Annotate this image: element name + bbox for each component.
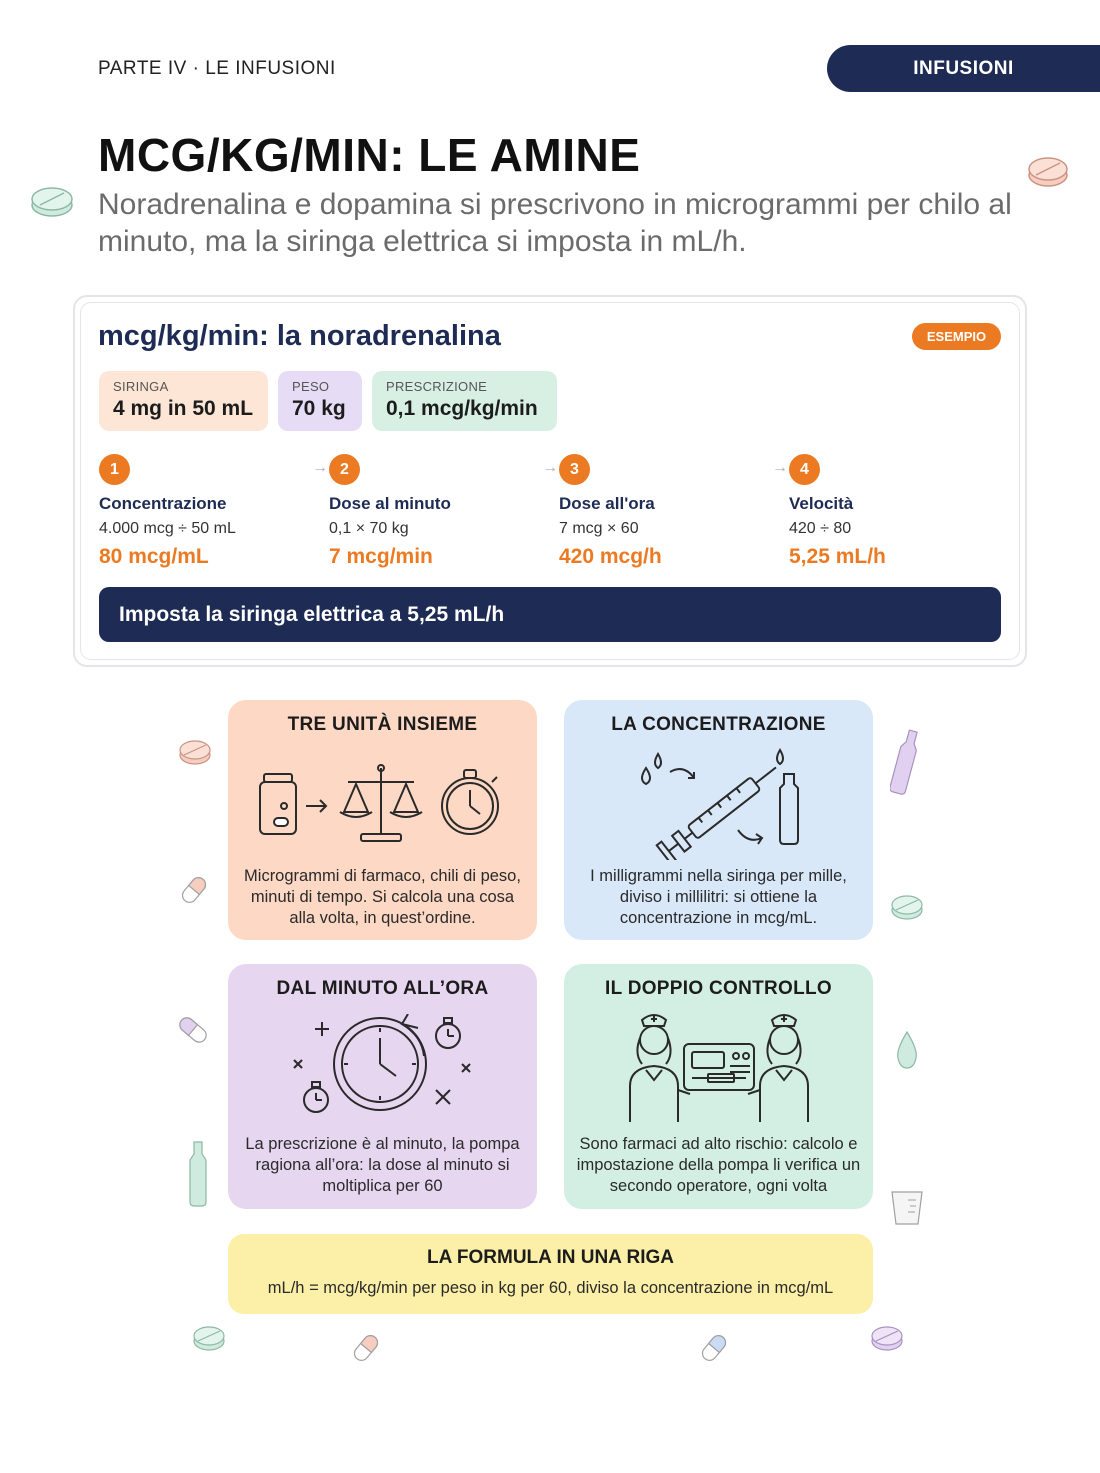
example-result-bar: Imposta la siringa elettrica a 5,25 mL/h bbox=[99, 587, 1001, 642]
section-breadcrumb: PARTE IV · LE INFUSIONI bbox=[98, 58, 336, 79]
pill-icon bbox=[870, 1324, 904, 1352]
param-label: PRESCRIZIONE bbox=[386, 379, 488, 394]
page-title: MCG/KG/MIN: LE AMINE bbox=[98, 129, 641, 181]
param-prescription bbox=[372, 371, 557, 431]
capsule-icon bbox=[348, 1328, 384, 1368]
step-name: Dose al minuto bbox=[329, 494, 451, 513]
ampoule-icon bbox=[890, 728, 920, 796]
card-text: I milligrammi nella siringa per mille, diviso i millilitri: si ottiene la concentrazione in mcg/mL. bbox=[590, 867, 847, 927]
pill-icon bbox=[890, 893, 924, 921]
capsule-icon bbox=[696, 1328, 732, 1368]
pill-icon bbox=[192, 1324, 226, 1352]
step-number: 2 bbox=[329, 454, 360, 485]
step-name: Dose all'ora bbox=[559, 494, 655, 513]
param-label: PESO bbox=[292, 379, 330, 394]
step-result: 7 mcg/min bbox=[329, 545, 433, 568]
step-calc: 0,1 × 70 kg bbox=[329, 520, 409, 537]
step-number: 3 bbox=[559, 454, 590, 485]
step-result: 80 mcg/mL bbox=[99, 545, 209, 568]
card-double-check bbox=[564, 964, 873, 1209]
pill-icon bbox=[1027, 153, 1071, 189]
clock-stopwatch-icon bbox=[284, 1014, 484, 1118]
section-tab: INFUSIONI bbox=[827, 45, 1100, 92]
param-label: SIRINGA bbox=[113, 379, 169, 394]
pill-icon bbox=[178, 738, 212, 766]
step-arrow-icon: → bbox=[542, 459, 558, 476]
param-value: 4 mg in 50 mL bbox=[113, 397, 254, 420]
vial-scale-stopwatch-icon bbox=[256, 760, 506, 846]
card-text: La prescrizione è al minuto, la pompa ragiona all’ora: la dose al minuto si moltiplica per 60 bbox=[245, 1135, 520, 1195]
param-syringe bbox=[99, 371, 268, 431]
capsule-icon bbox=[174, 1010, 212, 1050]
card-title: LA CONCENTRAZIONE bbox=[611, 714, 826, 735]
step-name: Velocità bbox=[789, 494, 854, 513]
step-calc: 7 mcg × 60 bbox=[559, 520, 639, 537]
card-text: Microgrammi di farmaco, chili di peso, minuti di tempo. Si calcola una cosa alla volta, in quest’ordine. bbox=[244, 867, 521, 927]
step-name: Concentrazione bbox=[99, 494, 227, 513]
step-calc: 4.000 mcg ÷ 50 mL bbox=[99, 520, 236, 537]
card-title: IL DOPPIO CONTROLLO bbox=[604, 978, 833, 999]
formula-text: mL/h = mcg/kg/min per peso in kg per 60, diviso la concentrazione in mcg/mL bbox=[267, 1279, 834, 1297]
step-number: 4 bbox=[789, 454, 820, 485]
formula-title: LA FORMULA IN UNA RIGA bbox=[427, 1247, 674, 1268]
card-text: Sono farmaci ad alto rischio: calcolo e impostazione della pompa li verifica un secondo operatore, ogni volta bbox=[576, 1135, 861, 1195]
step-calc: 420 ÷ 80 bbox=[789, 520, 852, 537]
measuring-cup-icon bbox=[888, 1188, 926, 1228]
page-subtitle: Noradrenalina e dopamina si prescrivono in microgrammi per chilo al minuto, ma la siringa elettrica si imposta in mL/h. bbox=[98, 188, 1012, 258]
step-number: 1 bbox=[99, 454, 130, 485]
syringe-ampoule-icon bbox=[634, 748, 814, 860]
param-value: 70 kg bbox=[292, 397, 346, 420]
card-minute-to-hour bbox=[228, 964, 537, 1209]
card-title: DAL MINUTO ALL’ORA bbox=[276, 978, 489, 999]
ampoule-icon bbox=[185, 1140, 211, 1208]
pill-icon bbox=[30, 183, 74, 219]
card-title: TRE UNITÀ INSIEME bbox=[287, 714, 478, 735]
step-arrow-icon: → bbox=[772, 459, 788, 476]
param-weight bbox=[278, 371, 362, 431]
example-title: mcg/kg/min: la noradrenalina bbox=[98, 320, 501, 352]
nurses-pump-icon bbox=[616, 1008, 822, 1126]
step-result: 420 mcg/h bbox=[559, 545, 662, 568]
step-arrow-icon: → bbox=[312, 459, 328, 476]
card-three-units bbox=[228, 700, 537, 940]
formula-box bbox=[228, 1234, 873, 1314]
card-concentration bbox=[564, 700, 873, 940]
drop-icon bbox=[894, 1030, 920, 1070]
capsule-icon bbox=[176, 870, 212, 910]
example-badge: ESEMPIO bbox=[912, 323, 1001, 350]
param-value: 0,1 mcg/kg/min bbox=[386, 397, 538, 420]
step-result: 5,25 mL/h bbox=[789, 545, 886, 568]
